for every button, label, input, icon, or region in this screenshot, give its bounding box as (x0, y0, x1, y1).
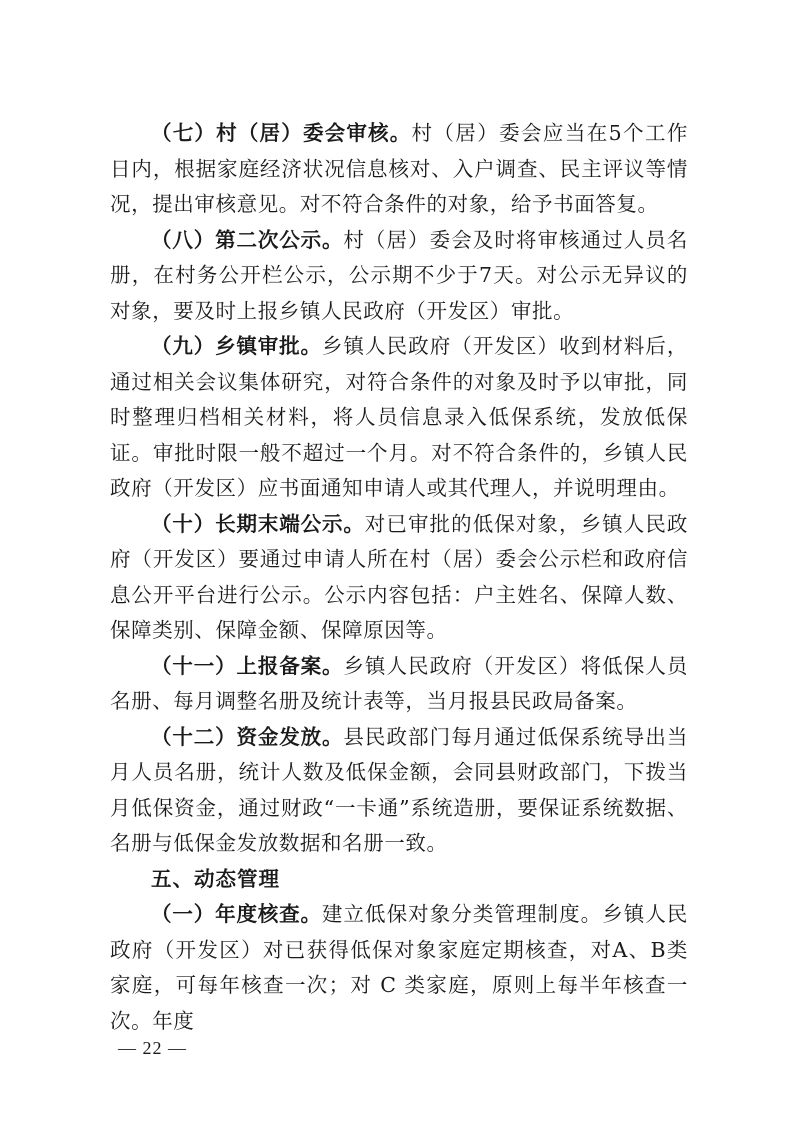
page-number: — 22 — (118, 1038, 187, 1058)
paragraph-lead: （九）乡镇审批。 (151, 334, 322, 358)
paragraph-lead: （十二）资金发放。 (151, 724, 344, 749)
paragraph-text: 县民政部门每月通过低保系统导出当月人员名册，统计人数及低保金额，会同县财政部门，下拨当月低保资金，通过财政“一卡通”系统造册，要保证系统数据、名册与低保金发放数据和名册一致。 (110, 724, 688, 855)
paragraph-lead: （十一）上报备案。 (151, 653, 344, 678)
paragraph-second-publicity (110, 223, 688, 330)
section-heading: 五、动态管理 (151, 866, 280, 891)
paragraph-filing (110, 649, 688, 720)
paragraph-text: 建立低保对象分类管理制度。乡镇人民政府（开发区）对已获得低保对象家庭定期核查，对A、B类家庭，可每年核查一次；对 C 类家庭，原则上每半年核查一次。年度 (110, 902, 689, 1033)
paragraph-village-review (110, 116, 688, 223)
paragraph-text: 乡镇人民政府（开发区）收到材料后，通过相关会议集体研究，对符合条件的对象及时予以审批，同时整理归档相关材料，将人员信息录入低保系统，发放低保证。审批时限一般不超过一个月。对不符合条件的，乡镇人民政府（开发区）应书面通知申请人或其代理人，并说明理由。 (110, 334, 689, 500)
paragraph-text: 村（居）委会及时将审核通过人员名册，在村务公开栏公示，公示期不少于7天。对公示无异议的对象，要及时上报乡镇人民政府（开发区）审批。 (110, 227, 688, 323)
paragraph-text: 村（居）委会应当在5个工作日内，根据家庭经济状况信息核对、入户调查、民主评议等情况，提出审核意见。对不符合条件的对象，给予书面答复。 (110, 121, 688, 216)
document-body (110, 116, 688, 1039)
paragraph-lead: （十）长期末端公示。 (151, 511, 365, 536)
paragraph-lead: （八）第二次公示。 (151, 227, 344, 252)
paragraph-text: 对已审批的低保对象，乡镇人民政府（开发区）要通过申请人所在村（居）委会公示栏和政府信息公开平台进行公示。公示内容包括：户主姓名、保障人数、保障类别、保障金额、保障原因等。 (110, 511, 689, 642)
paragraph-long-term-publicity (110, 507, 688, 649)
paragraph-annual-review (110, 897, 688, 1039)
paragraph-lead: （一）年度核查。 (151, 902, 322, 926)
paragraph-lead: （七）村（居）委会审核。 (151, 121, 412, 145)
paragraph-township-approval (110, 329, 688, 507)
paragraph-text: 乡镇人民政府（开发区）将低保人员名册、每月调整名册及统计表等，当月报县民政局备案。 (110, 653, 688, 713)
paragraph-fund-distribution (110, 720, 688, 862)
